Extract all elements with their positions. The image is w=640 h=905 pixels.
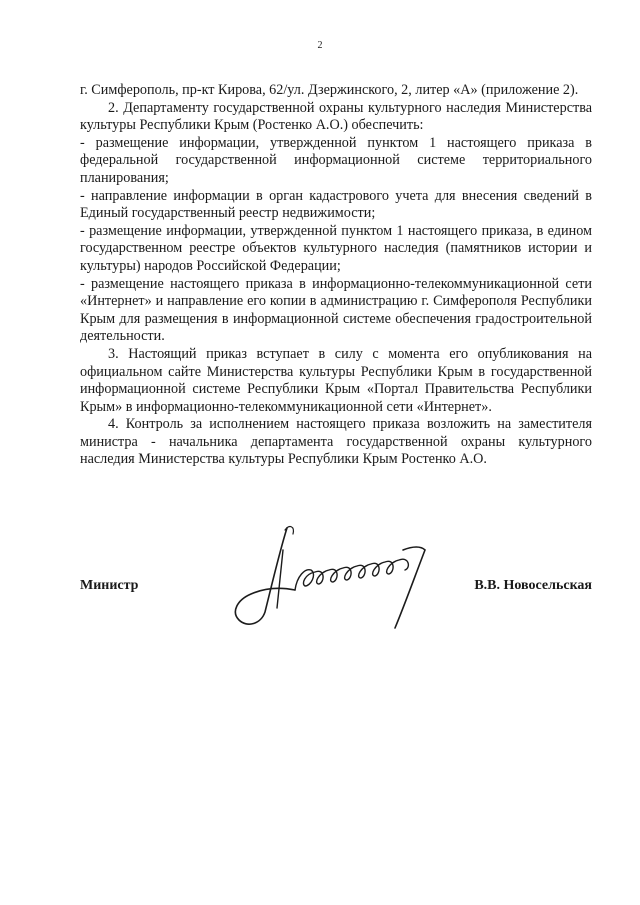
signatory-title: Министр (80, 578, 139, 593)
paragraph-address: г. Симферополь, пр-кт Кирова, 62/ул. Дзержинского, 2, литер «А» (приложение 2). (80, 82, 579, 98)
paragraph-item-2: 2. Департаменту государственной охраны культурного наследия Министерства культуры Республики Крым (Ростенко А.О.) обеспечить: (80, 99, 592, 134)
paragraph-bullet-registry: - размещение информации, утвержденной пунктом 1 настоящего приказа, в едином государственном реестре объектов культурного наследия (памятников истории и культуры) народов Российской Федерации; (80, 222, 592, 274)
page-number: 2 (317, 40, 323, 51)
handwritten-signature (225, 520, 460, 640)
paragraph-item-3: 3. Настоящий приказ вступает в силу с момента его опубликования на официальном сайте Министерства культуры Республики Крым в государственной информационной системе Республики Крым «Портал Правительства Республики Крым» в информационно-телекоммуникационной сети «Интернет». (80, 345, 592, 415)
document-body (80, 82, 592, 469)
signatory-name: В.В. Новосельская (474, 578, 592, 593)
paragraph-bullet-cadastre: - направление информации в орган кадастрового учета для внесения сведений в Единый государственный реестр недвижимости; (80, 187, 592, 222)
paragraph-item-4: 4. Контроль за исполнением настоящего приказа возложить на заместителя министра - начальника департамента государственной охраны культурного наследия Министерства культуры Республики Крым Ростенко А.О. (80, 416, 592, 468)
paragraph-bullet-internet: - размещение настоящего приказа в информационно-телекоммуникационной сети «Интернет» и направление его копии в администрацию г. Симферополя Республики Крым для размещения в информационной системе обеспечения градостроительной деятельности. (80, 275, 592, 345)
signature-block (80, 520, 592, 640)
paragraph-bullet-fgis: - размещение информации, утвержденной пунктом 1 настоящего приказа в федеральной государственной информационной системе территориального планирования; (80, 134, 592, 186)
